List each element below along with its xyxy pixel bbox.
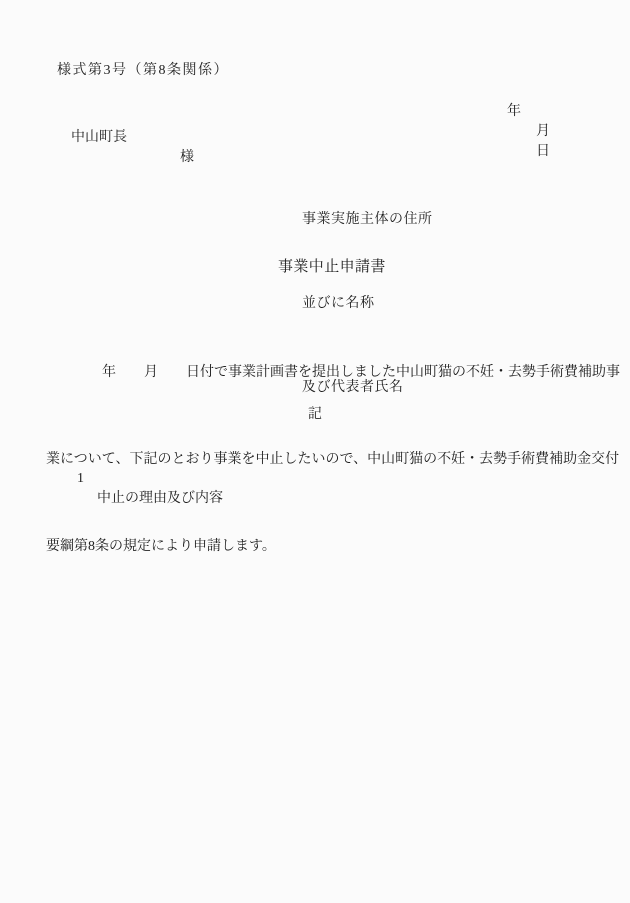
addressee-honorific: 様 <box>180 150 194 165</box>
item-number: 1 <box>77 471 84 486</box>
date-month-label: 月 <box>536 124 550 139</box>
applicant-address-line: 事業実施主体の住所 <box>302 212 433 227</box>
document-title: 事業中止申請書 <box>278 259 386 275</box>
issue-date-line <box>493 84 550 176</box>
body-line-3: 要綱第8条の規定により申請します。 <box>46 539 276 554</box>
form-number: 様式第3号（第8条関係） <box>57 63 229 78</box>
notation-ki: 記 <box>308 407 322 422</box>
body-line-1: 年 月 日付で事業計画書を提出しました中山町猫の不妊・去勢手術費補助事 <box>46 365 620 380</box>
date-day-label: 日 <box>536 144 550 159</box>
addressee-name: 中山町長 <box>71 130 127 145</box>
date-year-label: 年 <box>507 104 521 119</box>
applicant-name-line: 並びに名称 <box>302 296 375 311</box>
applicant-representative-line: 及び代表者氏名 <box>302 380 404 395</box>
body-line-2: 業について、下記のとおり事業を中止したいので、中山町猫の不妊・去勢手術費補助金交付 <box>46 452 620 467</box>
addressee-line <box>57 110 194 182</box>
item-title: 中止の理由及び内容 <box>97 491 223 506</box>
item-row-1 <box>63 455 223 523</box>
